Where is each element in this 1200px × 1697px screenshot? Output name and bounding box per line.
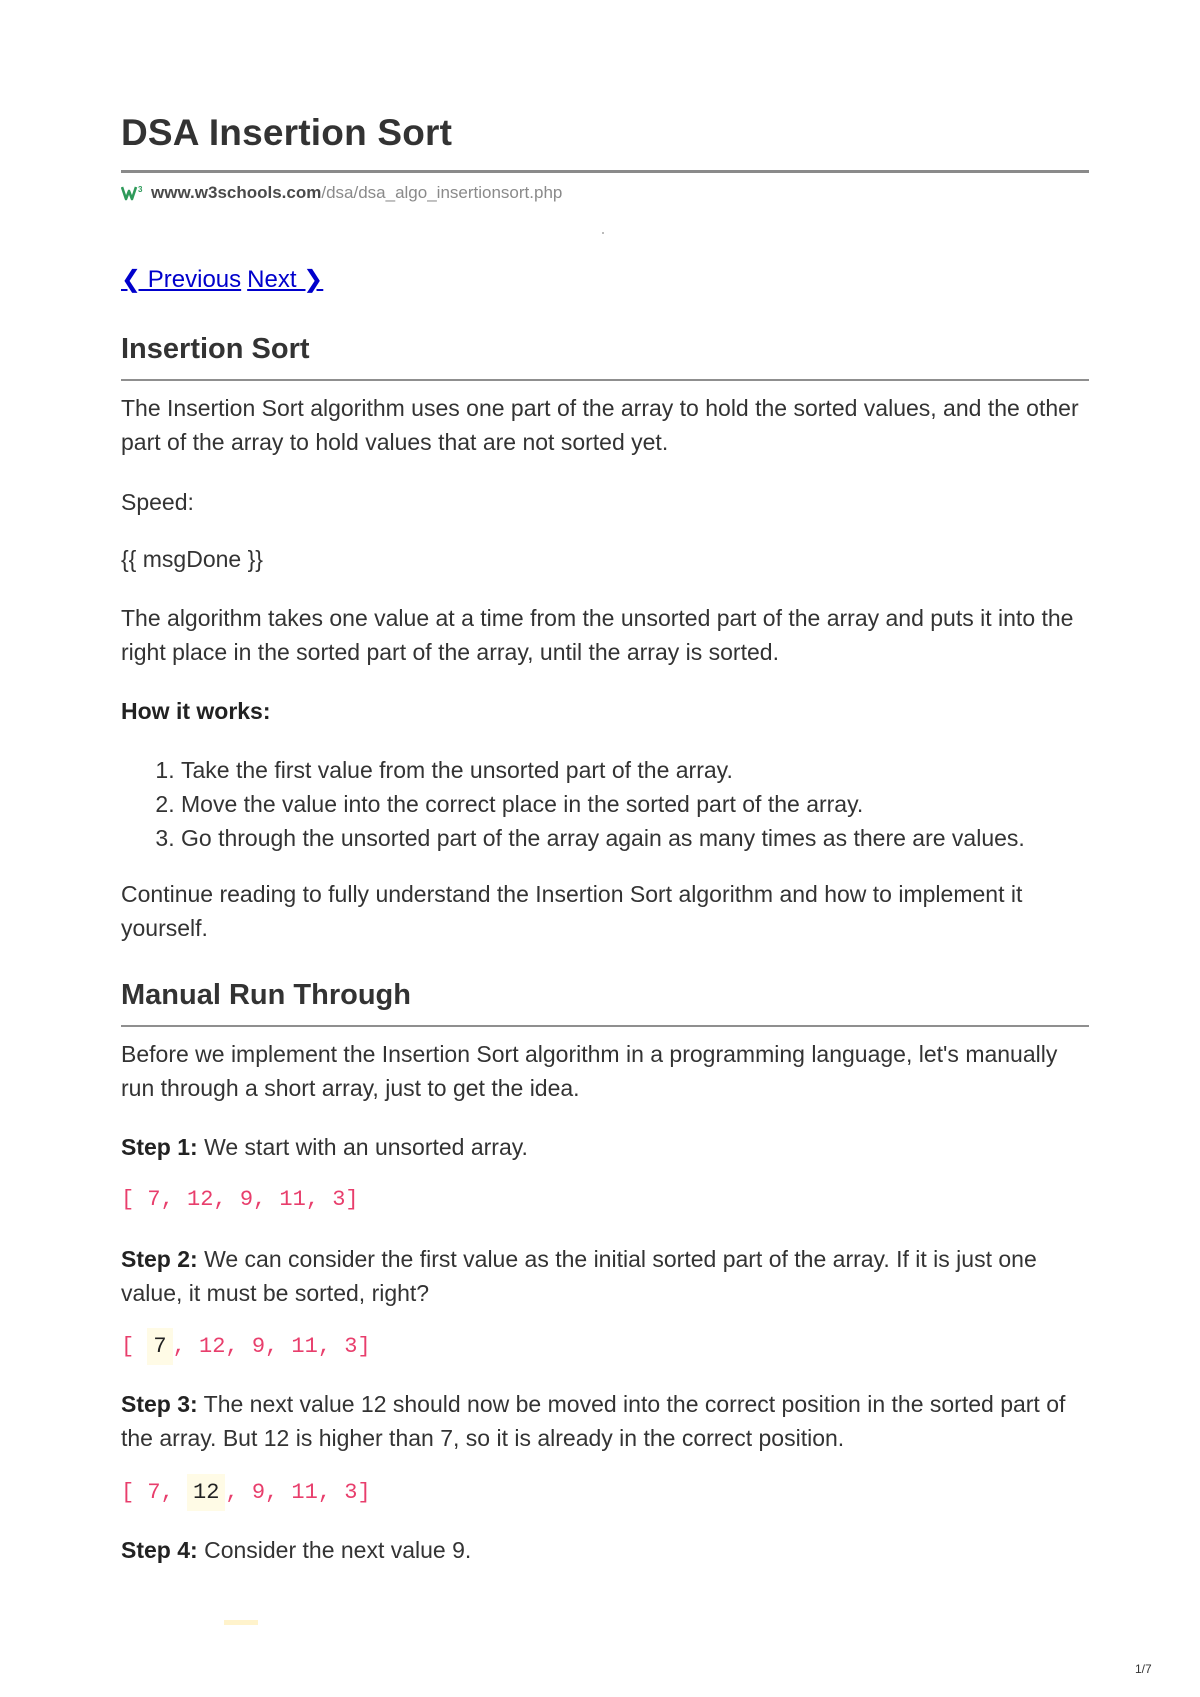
page-navigation [121, 265, 329, 294]
highlighted-value: 12 [187, 1474, 225, 1511]
step-4-text: Consider the next value 9. [197, 1537, 472, 1563]
step-2-label: Step 2: [121, 1246, 198, 1272]
speed-label: Speed: [121, 489, 194, 515]
array-suffix: , 9, 11, 3] [225, 1480, 371, 1505]
how-it-works-label [121, 694, 1089, 728]
step-2-paragraph [121, 1242, 1089, 1310]
step-4-label: Step 4: [121, 1537, 198, 1563]
next-link[interactable]: Next ❯ [247, 266, 324, 293]
cutoff-highlight [224, 1620, 258, 1625]
continue-paragraph: Continue reading to fully understand the Insertion Sort algorithm and how to implement it yourself. [121, 881, 1023, 941]
array-prefix: [ [121, 1334, 148, 1359]
list-item: 2. Move the value into the correct place in the sorted part of the array. [181, 787, 1089, 821]
title-divider [121, 170, 1089, 173]
step-3-paragraph [121, 1387, 1089, 1455]
array-step-1: [ 7, 12, 9, 11, 3] [121, 1187, 359, 1212]
step-1-text: We start with an unsorted array. [197, 1134, 528, 1160]
step-3-label: Step 3: [121, 1391, 198, 1417]
array-prefix: [ 7, [121, 1480, 188, 1505]
how-it-works-list [121, 753, 1089, 855]
array-step-2 [121, 1334, 371, 1359]
step-2-text: We can consider the first value as the initial sorted part of the array. If it is just one value, it must be sorted, right? [121, 1246, 1037, 1306]
section-divider [121, 379, 1089, 381]
how-it-works-bold: How it works: [121, 698, 271, 724]
description-paragraph: The algorithm takes one value at a time from the unsorted part of the array and puts it into the right place in the sorted part of the array, until the array is sorted. [121, 605, 1074, 665]
step-3-text: The next value 12 should now be moved into the correct position in the sorted part of the array. But 12 is higher than 7, so it is already in the correct position. [121, 1391, 1066, 1451]
array-step-3 [121, 1480, 371, 1505]
manual-intro-paragraph: Before we implement the Insertion Sort algorithm in a programming language, let's manually run through a short array, just to get the idea. [121, 1041, 1058, 1101]
list-item: 3. Go through the unsorted part of the array again as many times as there are values. [181, 821, 1089, 855]
list-item: 1. Take the first value from the unsorted part of the array. [181, 753, 1089, 787]
intro-paragraph: The Insertion Sort algorithm uses one part of the array to hold the sorted values, and the other part of the array to hold values that are not sorted yet. [121, 395, 1079, 455]
step-1-label: Step 1: [121, 1134, 198, 1160]
section-divider [121, 1025, 1089, 1027]
page-number: 1/7 [1135, 1662, 1152, 1676]
previous-link[interactable]: ❮ Previous [121, 266, 242, 293]
step-1-paragraph [121, 1130, 1089, 1164]
source-url[interactable] [121, 183, 562, 203]
array-suffix: , 12, 9, 11, 3] [172, 1334, 371, 1359]
source-domain: www.w3schools.com [151, 183, 322, 202]
w3schools-logo-icon [121, 184, 145, 202]
section-heading-insertion-sort: Insertion Sort [121, 333, 310, 365]
stray-dot [602, 232, 604, 234]
msg-done-placeholder: {{ msgDone }} [121, 546, 263, 572]
source-path: /dsa/dsa_algo_insertionsort.php [321, 183, 563, 202]
svg-text:3: 3 [138, 185, 143, 194]
document-title: DSA Insertion Sort [121, 112, 453, 153]
highlighted-value: 7 [147, 1328, 172, 1365]
step-4-paragraph [121, 1533, 1089, 1567]
section-heading-manual-run-through: Manual Run Through [121, 979, 411, 1011]
